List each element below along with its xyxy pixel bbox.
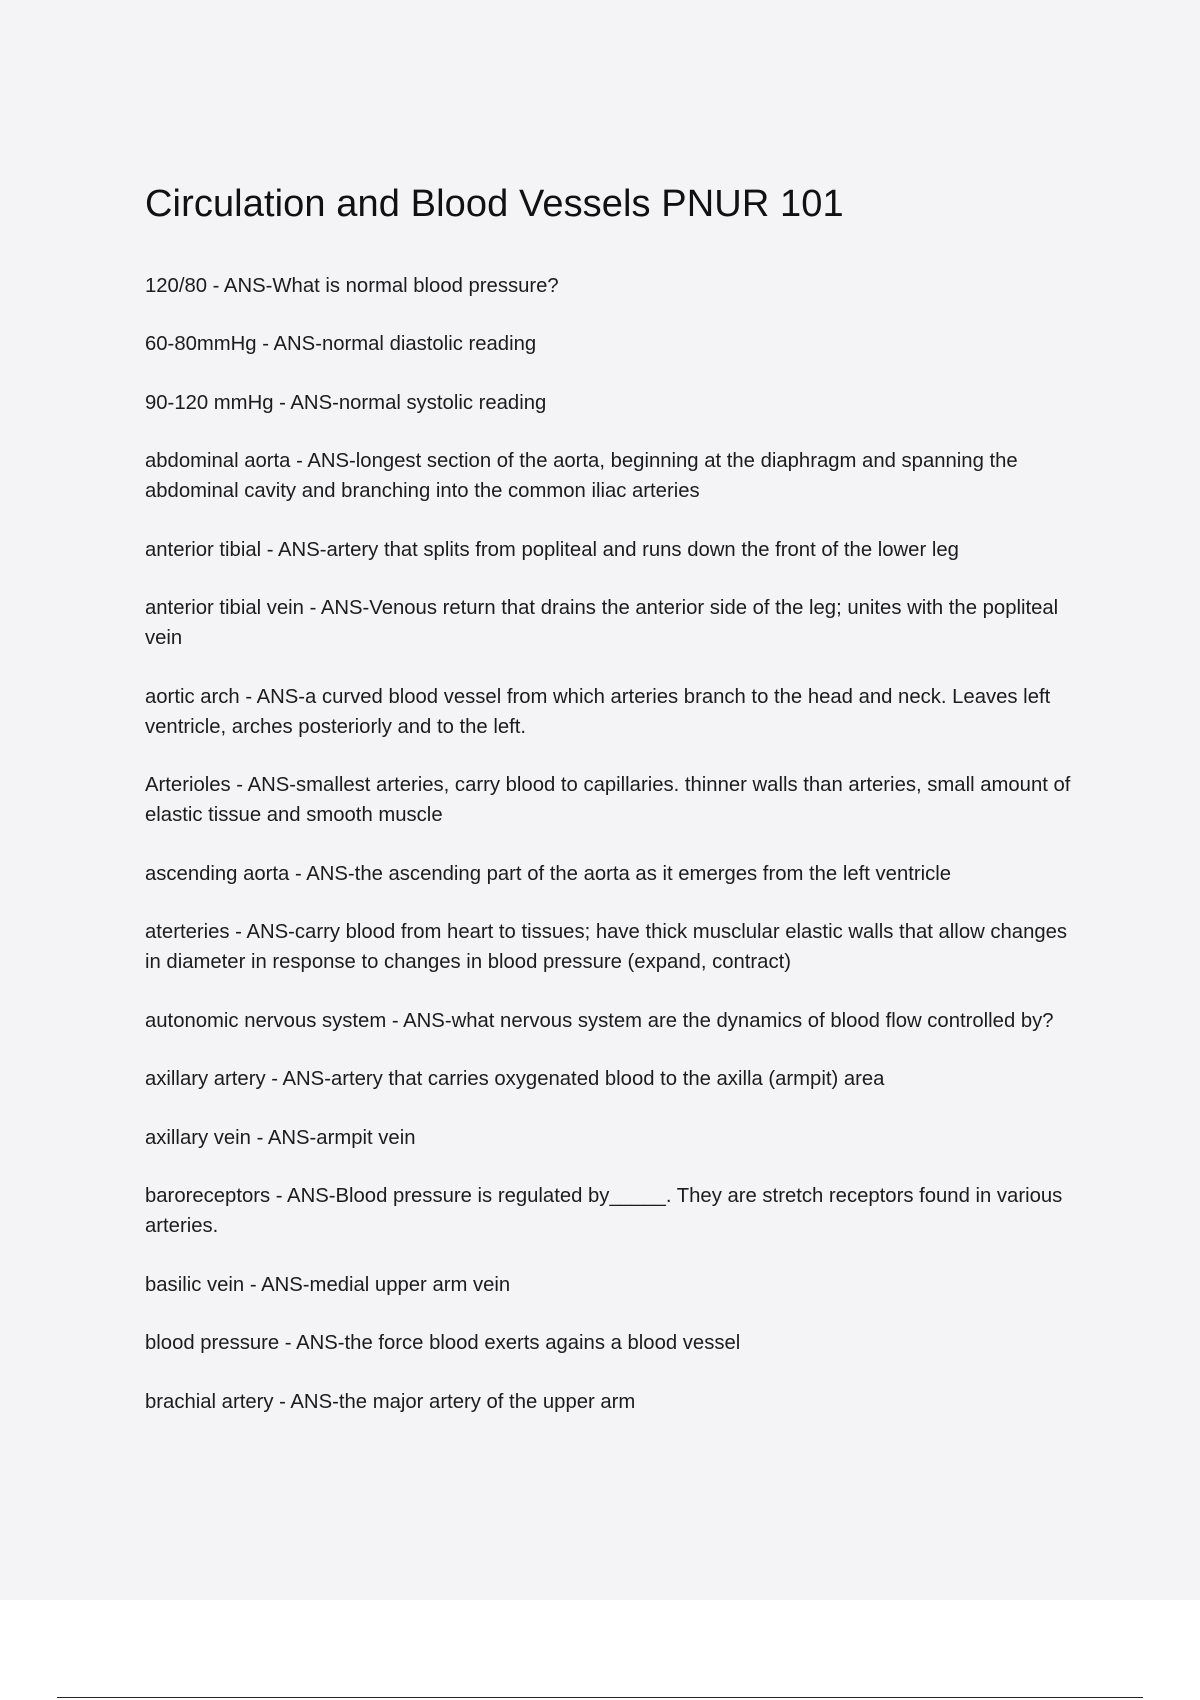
- flashcard-entry: axillary artery - ANS-artery that carries oxygenated blood to the axilla (armpit) area: [145, 1068, 885, 1091]
- flashcard-entry: brachial artery - ANS-the major artery of the upper arm: [145, 1390, 636, 1413]
- flashcard-entry: aterteries - ANS-carry blood from heart to tissues; have thick musclular elastic walls that allow changes in diameter in response to changes in blood pressure (expand, contract): [145, 921, 1068, 974]
- flashcard-entry: abdominal aorta - ANS-longest section of the aorta, beginning at the diaphragm and spanning the abdominal cavity and branching into the common iliac arteries: [145, 450, 1018, 503]
- flashcard-list: [145, 271, 1075, 1417]
- flashcard-entry: autonomic nervous system - ANS-what nervous system are the dynamics of blood flow controlled by?: [145, 1009, 1054, 1032]
- flashcard-entry: anterior tibial - ANS-artery that splits from popliteal and runs down the front of the lower leg: [145, 538, 959, 561]
- flashcard-entry: axillary vein - ANS-armpit vein: [145, 1126, 416, 1149]
- page-divider: [57, 1697, 1143, 1698]
- flashcard-entry: 60-80mmHg - ANS-normal diastolic reading: [145, 333, 537, 356]
- flashcard-entry: basilic vein - ANS-medial upper arm vein: [145, 1273, 511, 1296]
- flashcard-entry: 120/80 - ANS-What is normal blood pressure?: [145, 274, 559, 297]
- flashcard-entry: baroreceptors - ANS-Blood pressure is regulated by_____. They are stretch receptors found in various arteries.: [145, 1185, 1063, 1238]
- flashcard-entry: Arterioles - ANS-smallest arteries, carry blood to capillaries. thinner walls than arteries, small amount of elastic tissue and smooth muscle: [145, 774, 1071, 827]
- document-title: Circulation and Blood Vessels PNUR 101: [145, 183, 844, 225]
- flashcard-entry: blood pressure - ANS-the force blood exerts agains a blood vessel: [145, 1332, 741, 1355]
- flashcard-entry: ascending aorta - ANS-the ascending part of the aorta as it emerges from the left ventricle: [145, 862, 952, 885]
- flashcard-entry: aortic arch - ANS-a curved blood vessel from which arteries branch to the head and neck. Leaves left ventricle, arches posteriorly and to the left.: [145, 685, 1051, 738]
- flashcard-entry: anterior tibial vein - ANS-Venous return that drains the anterior side of the leg; unites with the popliteal vein: [145, 597, 1059, 650]
- document-body: [145, 183, 1075, 1445]
- flashcard-entry: 90-120 mmHg - ANS-normal systolic reading: [145, 391, 547, 414]
